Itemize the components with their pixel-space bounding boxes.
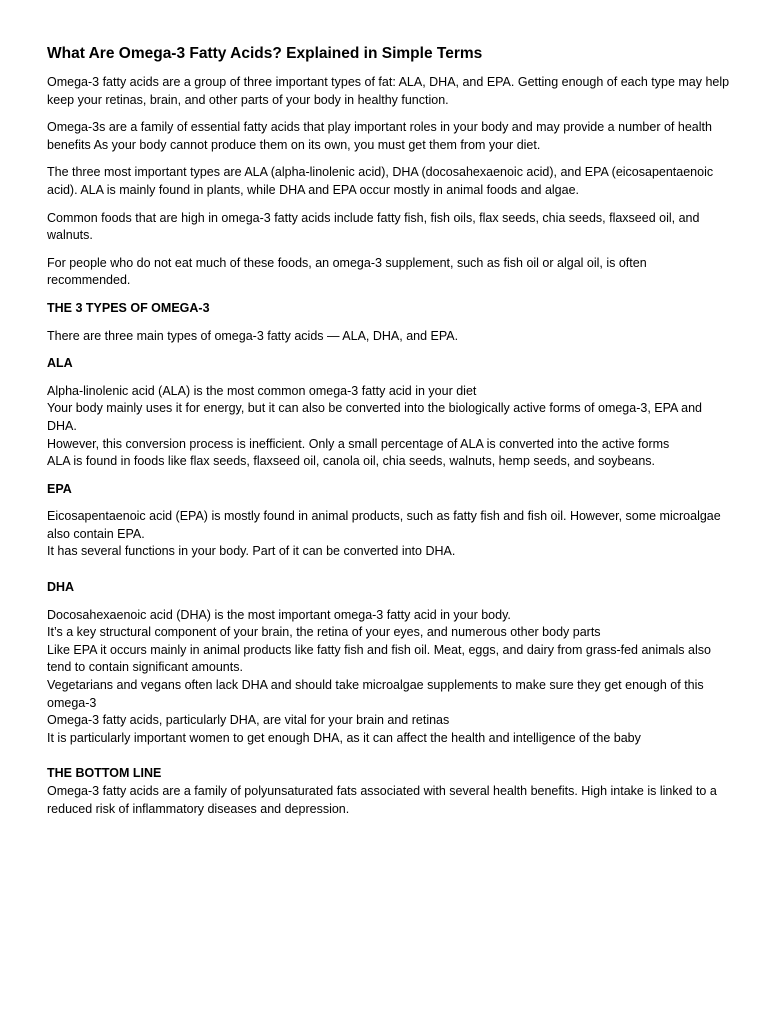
bottom-line-text: Omega-3 fatty acids are a family of polyunsaturated fats associated with several health benefits. High intake is linked to a reduced risk of inflammatory diseases and depression. — [47, 784, 717, 816]
intro-paragraph: For people who do not eat much of these foods, an omega-3 supplement, such as fish oil or algal oil, is often recommended. — [47, 255, 647, 288]
ala-line: However, this conversion process is inefficient. Only a small percentage of ALA is converted into the active forms — [47, 436, 670, 451]
dha-line: Omega-3 fatty acids, particularly DHA, are vital for your brain and retinas — [47, 713, 450, 728]
epa-line: Eicosapentaenoic acid (EPA) is mostly found in animal products, such as fatty fish and fish oil. However, some microalgae also contain EPA. — [47, 509, 721, 541]
intro-paragraph: Omega-3 fatty acids are a group of three important types of fat: ALA, DHA, and EPA. Getting enough of each type may help keep your retinas, brain, and other parts of your body in healthy function. — [47, 75, 730, 107]
epa-heading: EPA — [47, 481, 72, 496]
ala-line: Alpha-linolenic acid (ALA) is the most common omega-3 fatty acid in your diet — [47, 383, 477, 398]
epa-line: It has several functions in your body. Part of it can be converted into DHA. — [47, 544, 456, 559]
ala-heading: ALA — [47, 356, 73, 371]
ala-line: ALA is found in foods like flax seeds, flaxseed oil, canola oil, chia seeds, walnuts, hemp seeds, and soybeans. — [47, 454, 656, 469]
document-page — [47, 44, 732, 828]
types-text: There are three main types of omega-3 fatty acids — ALA, DHA, and EPA. — [47, 328, 459, 343]
epa-section — [47, 508, 732, 561]
dha-line: It’s a key structural component of your brain, the retina of your eyes, and numerous other body parts — [47, 625, 601, 640]
intro-paragraph: The three most important types are ALA (alpha-linolenic acid), DHA (docosahexaenoic acid), and EPA (eicosapentaenoic acid). ALA is mainly found in plants, while DHA and EPA occur mostly in animal foods and algae. — [47, 165, 714, 197]
dha-line: Like EPA it occurs mainly in animal products like fatty fish and fish oil. Meat, eggs, and dairy from grass-fed animals also tend to contain significant amounts. — [47, 642, 711, 675]
intro-paragraph: Common foods that are high in omega-3 fatty acids include fatty fish, fish oils, flax seeds, chia seeds, flaxseed oil, and walnuts. — [47, 210, 700, 243]
ala-line: Your body mainly uses it for energy, but it can also be converted into the biologically active forms of omega-3, EPA and DHA. — [47, 401, 702, 433]
dha-section — [47, 607, 732, 748]
intro-paragraph: Omega-3s are a family of essential fatty acids that play important roles in your body and may provide a number of health benefits As your body cannot produce them on its own, you must get them from your diet. — [47, 120, 712, 152]
dha-line: Docosahexaenoic acid (DHA) is the most important omega-3 fatty acid in your body. — [47, 607, 511, 622]
ala-section — [47, 383, 732, 471]
dha-line: Vegetarians and vegans often lack DHA and should take microalgae supplements to make sure they get enough of this omega-3 — [47, 678, 704, 710]
dha-line: It is particularly important women to get enough DHA, as it can affect the health and intelligence of the baby — [47, 730, 641, 745]
page-title: What Are Omega-3 Fatty Acids? Explained in Simple Terms — [47, 45, 483, 62]
bottom-line-heading: THE BOTTOM LINE — [47, 766, 162, 781]
dha-heading: DHA — [47, 580, 75, 595]
types-heading: THE 3 TYPES OF OMEGA-3 — [47, 300, 210, 315]
